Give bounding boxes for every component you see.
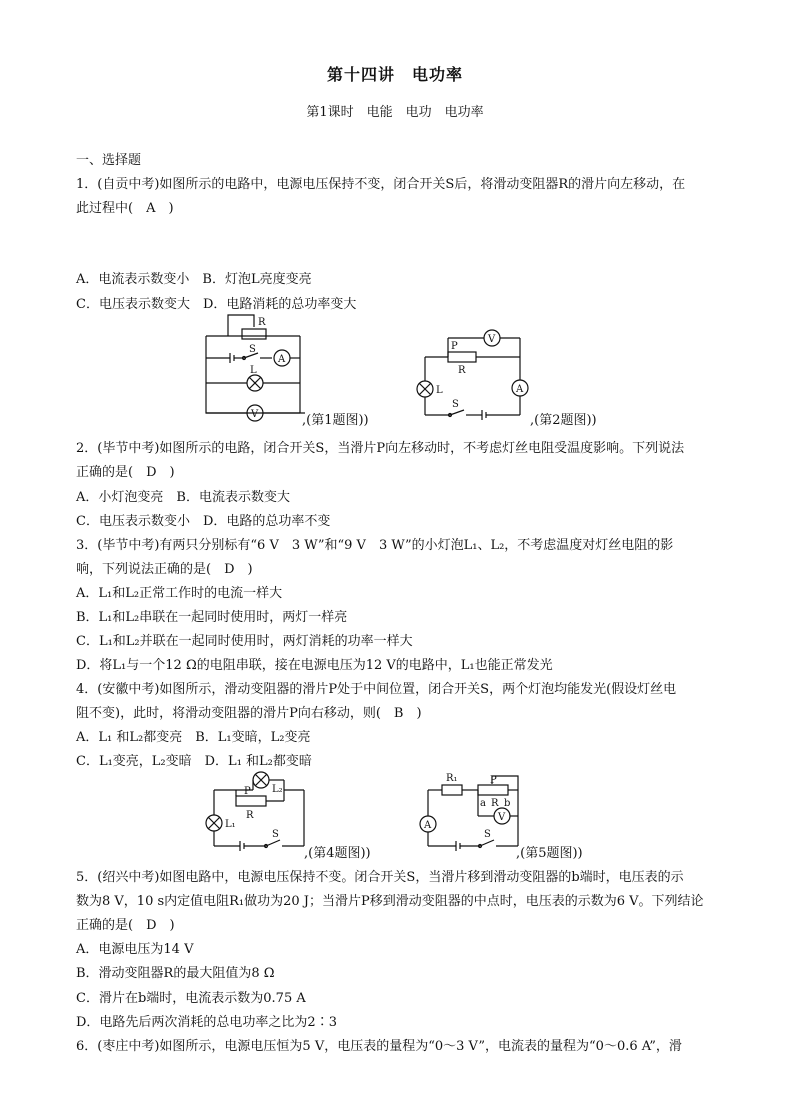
q4-stem-line1: 4．(安徽中考)如图所示，滑动变阻器的滑片P处于中间位置，闭合开关S，两个灯泡均能发光(假设灯丝电: [76, 682, 677, 697]
q3-option-b: B．L₁和L₂串联在一起同时使用时，两灯一样亮: [76, 610, 348, 625]
figure-1-caption: ,(第1题图)): [302, 413, 369, 428]
q3-stem-line1: 3．(毕节中考)有两只分别标有“6 V 3 W”和“9 V 3 W”的小灯泡L₁、L₂，不考虑温度对灯丝电阻的影: [76, 538, 674, 553]
q5-stem-line3: 正确的是( D ): [76, 918, 175, 933]
figure-1-circuit: [200, 313, 320, 423]
figure-4-caption: ,(第4题图)): [304, 846, 371, 861]
fig4-label-R: R: [246, 810, 254, 821]
q6-stem-line1: 6．(枣庄中考)如图所示，电源电压恒为5 V，电压表的量程为“0～3 V”，电流表的量程为“0～0.6 A”，滑: [76, 1039, 682, 1054]
q2-stem-line2: 正确的是( D ): [76, 465, 175, 480]
fig4-label-P: P: [244, 786, 251, 797]
q5-option-b: B．滑动变阻器R的最大阻值为8 Ω: [76, 966, 275, 981]
fig2-label-L: L: [436, 385, 443, 396]
fig1-label-S: S: [249, 344, 256, 355]
fig5-label-A: A: [424, 820, 432, 831]
q3-option-c: C．L₁和L₂并联在一起同时使用时，两灯消耗的功率一样大: [76, 634, 413, 649]
fig5-label-S: S: [484, 829, 491, 840]
fig1-label-V: V: [251, 409, 259, 420]
fig2-label-R: R: [458, 365, 466, 376]
fig1-label-A: A: [278, 354, 286, 365]
fig2-label-S: S: [452, 399, 459, 410]
q4-options-cd: C．L₁变亮，L₂变暗 D．L₁ 和L₂都变暗: [76, 754, 312, 769]
q1-stem-line2: 此过程中( A ): [76, 201, 174, 216]
fig5-label-b: b: [504, 798, 511, 809]
fig4-label-L1: L₁: [225, 819, 236, 830]
q2-options-cd: C．电压表示数变小 D．电路的总功率不变: [76, 514, 331, 529]
q5-stem-line1: 5．(绍兴中考)如图电路中，电源电压保持不变。闭合开关S，当滑片移到滑动变阻器的b端时，电压表的示: [76, 870, 684, 885]
fig2-label-A: A: [516, 384, 524, 395]
figure-2-circuit: [410, 323, 540, 423]
q1-options-ab: A．电流表示数变小 B．灯泡L亮度变亮: [76, 272, 312, 287]
q2-options-ab: A．小灯泡变亮 B．电流表示数变大: [76, 490, 290, 505]
q1-stem-line1: 1．(自贡中考)如图所示的电路中，电源电压保持不变，闭合开关S后，将滑动变阻器R的滑片向左移动，在: [76, 177, 686, 192]
q3-option-d: D．将L₁与一个12 Ω的电阻串联，接在电源电压为12 V的电路中，L₁也能正常发光: [76, 658, 553, 673]
fig4-label-L2: L₂: [272, 784, 283, 795]
fig5-label-R1: R₁: [446, 773, 458, 784]
fig5-label-a: a: [480, 798, 486, 809]
q4-options-ab: A．L₁ 和L₂都变亮 B．L₁变暗，L₂变亮: [76, 730, 311, 745]
fig4-label-S: S: [272, 829, 279, 840]
page-subtitle: 第1课时 电能 电功 电功率: [306, 105, 484, 120]
q4-stem-line2: 阻不变)，此时，将滑动变阻器的滑片P向右移动，则( B ): [76, 706, 422, 721]
fig5-label-R: R: [491, 798, 499, 809]
q5-option-a: A．电源电压为14 V: [76, 942, 194, 957]
fig5-label-P: P: [490, 775, 497, 786]
q3-option-a: A．L₁和L₂正常工作时的电流一样大: [76, 586, 283, 601]
q1-options-cd: C．电压表示数变大 D．电路消耗的总功率变大: [76, 297, 357, 312]
fig1-label-L: L: [250, 365, 257, 376]
q5-stem-line2: 数为8 V，10 s内定值电阻R₁做功为20 J；当滑片P移到滑动变阻器的中点时，电压表的示数为6 V。下列结论: [76, 894, 704, 909]
fig2-label-P: P: [451, 341, 458, 352]
q5-option-c: C．滑片在b端时，电流表示数为0.75 A: [76, 991, 306, 1006]
figure-5-circuit: [412, 770, 532, 855]
q3-stem-line2: 响，下列说法正确的是( D ): [76, 562, 253, 577]
section-heading: 一、选择题: [76, 153, 142, 168]
q2-stem-line1: 2．(毕节中考)如图所示的电路，闭合开关S，当滑片P向左移动时，不考虑灯丝电阻受温度影响。下列说法: [76, 441, 685, 456]
fig2-label-V: V: [488, 334, 496, 345]
fig5-label-V: V: [498, 812, 506, 823]
figure-2-caption: ,(第2题图)): [530, 413, 597, 428]
page-title: 第十四讲 电功率: [326, 65, 463, 84]
fig1-label-R: R: [258, 317, 266, 328]
figure-5-caption: ,(第5题图)): [516, 846, 583, 861]
figure-4-circuit: [200, 770, 320, 855]
q5-option-d: D．电路先后两次消耗的总电功率之比为2∶3: [76, 1015, 337, 1030]
